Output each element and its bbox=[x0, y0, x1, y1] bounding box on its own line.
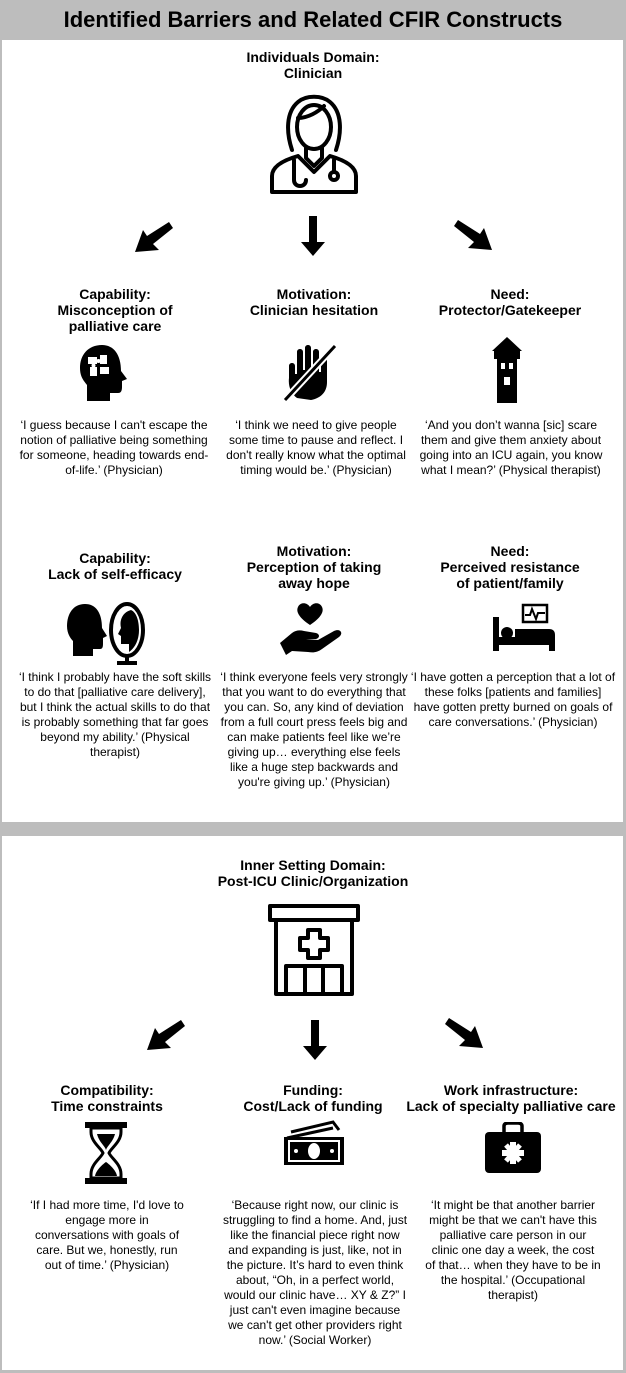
card-label: Need: bbox=[490, 543, 530, 559]
quote-time-constraints: ‘If I had more time, I'd love to engage more in conversations with goals of care. But we, honestly, run out of time.’ (Physician) bbox=[30, 1198, 184, 1272]
card-title: Protector/Gatekeeper bbox=[438, 302, 582, 318]
domain-title: Individuals Domain: bbox=[246, 49, 380, 65]
card-title: Cost/Lack of funding bbox=[243, 1098, 383, 1114]
money-icon bbox=[281, 1120, 347, 1168]
need-resistance-heading bbox=[410, 543, 610, 591]
page-title: Identified Barriers and Related CFIR Constructs bbox=[0, 0, 626, 40]
work-infrastructure-heading bbox=[398, 1082, 624, 1114]
heart-hand-icon bbox=[278, 601, 344, 657]
hospital-bed-icon bbox=[491, 603, 557, 653]
card-title: Perceived resistance of patient/family bbox=[440, 559, 580, 591]
domain-subtitle: Post-ICU Clinic/Organization bbox=[217, 873, 409, 889]
funding-heading bbox=[213, 1082, 413, 1114]
quote-resistance: ‘I have gotten a perception that a lot of these folks [patients and families] have gotten pretty burned on goals of care conversations.’ (Physician) bbox=[410, 670, 616, 729]
card-title: Misconception of palliative care bbox=[57, 302, 173, 334]
quote-protector: ‘And you don’t wanna [sic] scare them and give them anxiety about going into an ICU again, you know what I mean?’ (Physical therapist) bbox=[419, 418, 603, 477]
quote-work-infrastructure: ‘It might be that another barrier might be that we can't have this palliative care person in our clinic one day a week, the cost of that… when they have to be in the hospital.’ (Occupational therapist) bbox=[425, 1198, 601, 1302]
no-hand-icon bbox=[283, 342, 337, 402]
motivation-hesitation-heading bbox=[214, 286, 414, 318]
compatibility-heading bbox=[7, 1082, 207, 1114]
head-mirror-icon bbox=[67, 600, 147, 666]
capability-self-efficacy-heading bbox=[15, 550, 215, 582]
individuals-domain-heading bbox=[163, 49, 463, 81]
hourglass-icon bbox=[85, 1122, 127, 1184]
arrow-down bbox=[302, 1020, 328, 1060]
inner-domain-heading bbox=[163, 857, 463, 889]
clinician-icon bbox=[266, 92, 362, 196]
need-protector-heading bbox=[410, 286, 610, 318]
card-title: Clinician hesitation bbox=[249, 302, 379, 318]
card-label: Work infrastructure: bbox=[443, 1082, 579, 1098]
arrow-down bbox=[300, 216, 326, 256]
card-label: Funding: bbox=[283, 1082, 343, 1098]
section-divider bbox=[0, 822, 626, 836]
card-label: Need: bbox=[490, 286, 530, 302]
clinic-building-icon bbox=[268, 904, 360, 996]
tower-icon bbox=[490, 337, 524, 403]
card-title: Lack of self-efficacy bbox=[48, 566, 182, 582]
card-label: Motivation: bbox=[276, 286, 352, 302]
medical-kit-icon bbox=[484, 1122, 542, 1174]
motivation-hope-heading bbox=[214, 543, 414, 591]
puzzle-head-icon bbox=[80, 343, 130, 403]
arrow-down-right bbox=[452, 220, 494, 252]
card-label: Motivation: bbox=[276, 543, 352, 559]
capability-misconception-heading bbox=[15, 286, 215, 334]
quote-self-efficacy: ‘I think I probably have the soft skills to do that [palliative care delivery], but I think the actual skills to do that is probably something that far goes beyond my ability.’ (Physical therapist) bbox=[18, 670, 212, 759]
domain-subtitle: Clinician bbox=[283, 65, 343, 81]
arrow-down-left bbox=[145, 1020, 187, 1052]
card-label: Compatibility: bbox=[60, 1082, 154, 1098]
arrow-down-left bbox=[133, 222, 175, 254]
card-title: Time constraints bbox=[51, 1098, 163, 1114]
domain-title: Inner Setting Domain: bbox=[240, 857, 386, 873]
card-title: Lack of specialty palliative care bbox=[406, 1098, 616, 1114]
card-label: Capability: bbox=[79, 286, 151, 302]
card-label: Capability: bbox=[79, 550, 151, 566]
quote-hesitation: ‘I think we need to give people some time to pause and reflect. I don't really know what the optimal timing would be.’ (Physician) bbox=[226, 418, 406, 477]
quote-funding: ‘Because right now, our clinic is struggling to find a home. And, just like the financial piece right now and expanding is just, like, not in the picture. It’s hard to even think about, “Oh, in a perfect world, would our clinic have… XY & Z?” I just can't even imagine because we can't get other providers right now.’ (Social Worker) bbox=[222, 1198, 408, 1347]
quote-misconception: ‘I guess because I can't escape the notion of palliative being something for someone, heading towards end-of-life.’ (Physician) bbox=[19, 418, 209, 477]
arrow-down-right bbox=[443, 1018, 485, 1050]
card-title: Perception of taking away hope bbox=[246, 559, 382, 591]
quote-taking-hope: ‘I think everyone feels very strongly that you want to do everything that you can. So, any kind of deviation from a full court press feels big and can make patients feel like we’re giving up… everything else feels like a huge step backwards and you're giving up.’ (Physician) bbox=[220, 670, 408, 789]
